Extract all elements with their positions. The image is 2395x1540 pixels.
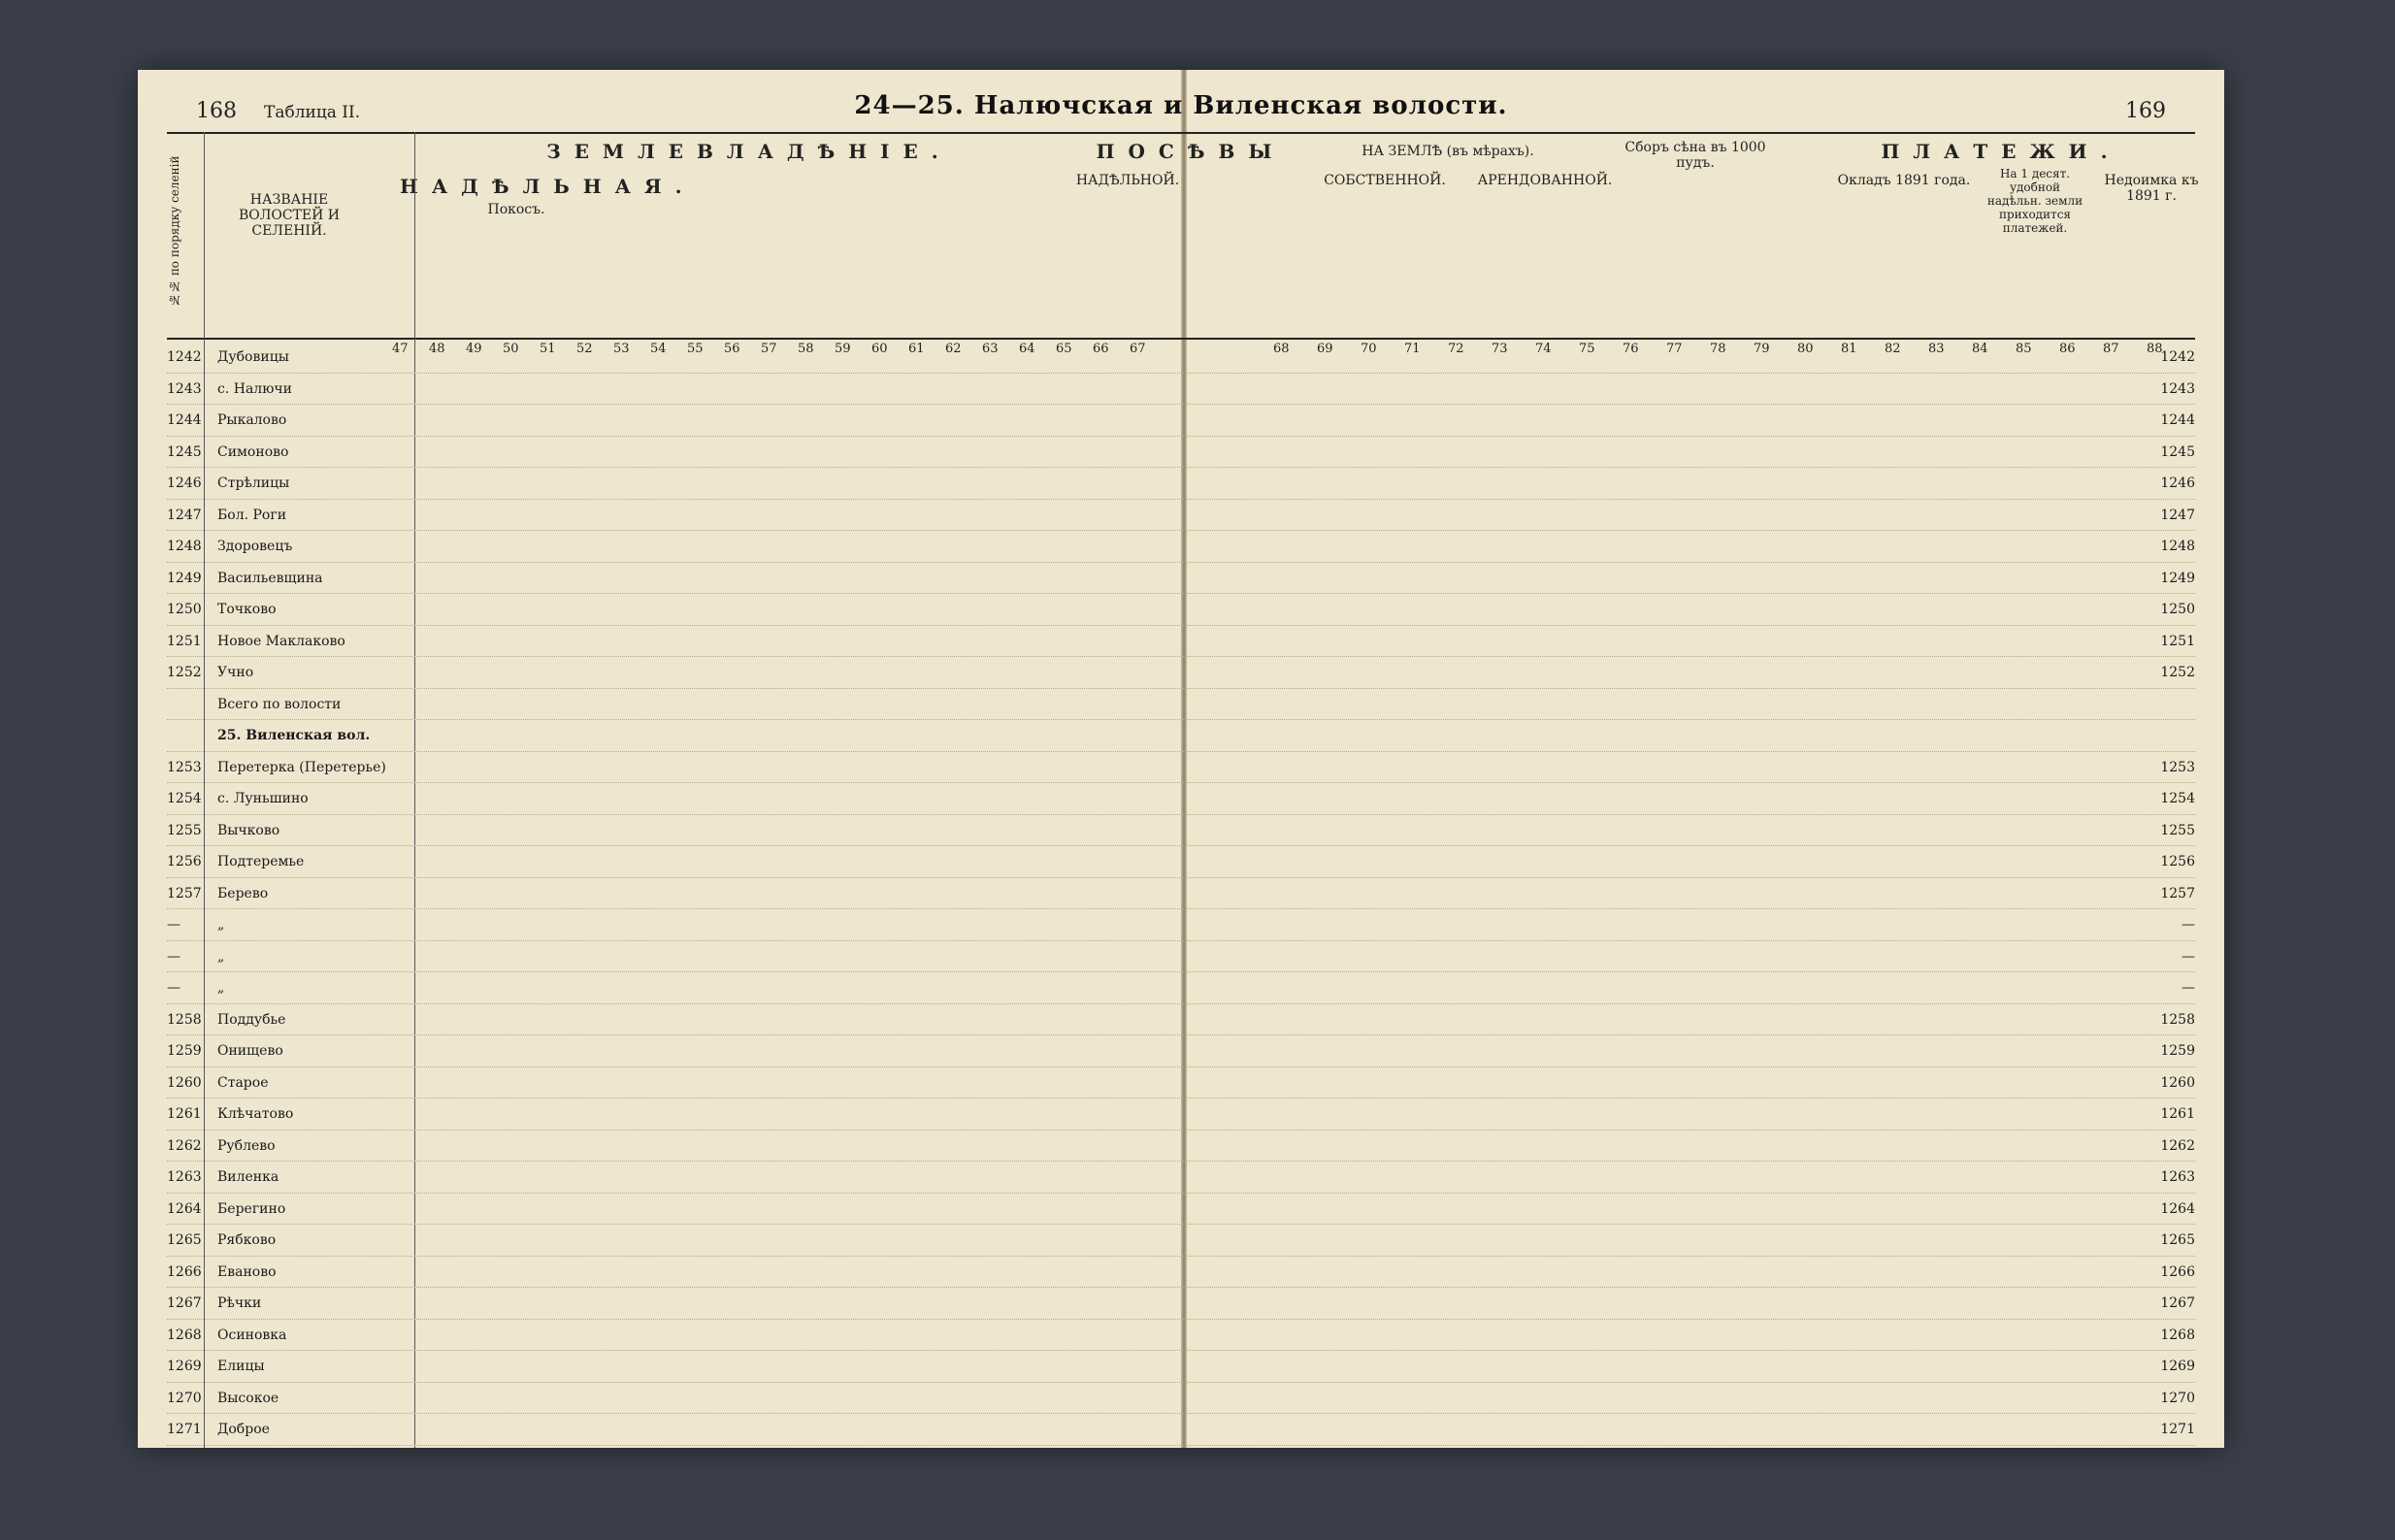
table-row (167, 1383, 2195, 1415)
row-number: 1259 (167, 1043, 202, 1059)
row-number-right: 1259 (2160, 1043, 2195, 1059)
row-number-right: 1269 (2160, 1359, 2195, 1374)
page-heading: 24—25. Налючская и Виленская волости. (854, 91, 1508, 120)
column-number: 83 (1928, 342, 1945, 356)
column-number: 69 (1317, 342, 1333, 356)
column-number: 68 (1273, 342, 1290, 356)
settlement-name: Высокое (217, 1390, 279, 1406)
row-number-right: 1271 (2160, 1422, 2195, 1437)
column-number: 58 (798, 342, 814, 356)
row-number-right: — (2182, 980, 2195, 996)
column-number: 63 (982, 342, 999, 356)
settlement-name: „ (217, 917, 225, 933)
row-number: 1266 (167, 1263, 202, 1280)
row-number-right: 1245 (2160, 443, 2195, 460)
row-number-right: 1264 (2160, 1200, 2195, 1217)
settlement-name: Точково (217, 602, 277, 617)
table-row (167, 1130, 2195, 1163)
column-number: 79 (1754, 342, 1770, 356)
column-number: 77 (1666, 342, 1683, 356)
row-number-right: 1261 (2160, 1106, 2195, 1122)
row-number-right: — (2182, 948, 2195, 965)
row-number: 1261 (167, 1106, 202, 1122)
table-row (167, 783, 2195, 815)
column-number: 86 (2059, 342, 2076, 356)
row-number: 1269 (167, 1359, 202, 1374)
column-number: 55 (687, 342, 704, 356)
table-row (167, 1414, 2195, 1446)
settlement-name: Симоново (217, 443, 289, 460)
settlement-name: с. Налючи (217, 380, 292, 397)
row-number-right: 1262 (2160, 1137, 2195, 1154)
column-number: 52 (576, 342, 593, 356)
column-number: 56 (724, 342, 740, 356)
table-row (167, 1225, 2195, 1257)
row-number: 1253 (167, 759, 202, 775)
settlement-name: „ (217, 980, 225, 996)
row-number: 1267 (167, 1295, 202, 1311)
row-number-right: 1251 (2160, 633, 2195, 649)
row-number-right: 1254 (2160, 791, 2195, 806)
column-number: 61 (908, 342, 925, 356)
header-allotted: НАДѢЛЬНАЯ. (400, 175, 696, 198)
column-number: 51 (540, 342, 556, 356)
column-number: 64 (1019, 342, 1035, 356)
column-number: 88 (2147, 342, 2163, 356)
column-number: 76 (1623, 342, 1639, 356)
table-row (167, 1351, 2195, 1383)
settlement-name: Здоровецъ (217, 539, 293, 554)
row-number-right: 1248 (2160, 539, 2195, 554)
settlement-name: Рыкалово (217, 412, 287, 428)
column-number: 72 (1448, 342, 1464, 356)
row-number: 1254 (167, 791, 202, 806)
settlement-name: Старое (217, 1074, 269, 1091)
row-number: — (167, 917, 180, 933)
row-number: 1263 (167, 1169, 202, 1185)
table-row (167, 1004, 2195, 1036)
row-number-right: 1258 (2160, 1011, 2195, 1028)
header-on-land: НА ЗЕМЛѢ (въ мѣрахъ). (1362, 144, 1534, 159)
settlement-name: Берево (217, 885, 269, 901)
right-page-number: 169 (2125, 99, 2166, 123)
row-number: 1265 (167, 1232, 202, 1248)
row-number-right: 1260 (2160, 1074, 2195, 1091)
header-hay: Сборъ сѣна въ 1000 пудъ. (1624, 140, 1766, 171)
settlement-name: с. Луньшино (217, 791, 309, 806)
row-number-right: 1256 (2160, 854, 2195, 869)
column-number: 50 (503, 342, 519, 356)
settlement-name: Осиновка (217, 1327, 287, 1343)
row-number: 1247 (167, 507, 202, 523)
settlement-name: Перетерка (Перетерье) (217, 759, 386, 775)
table-row (167, 909, 2195, 941)
table-row (167, 437, 2195, 469)
column-number: 80 (1797, 342, 1814, 356)
row-number-right: 1247 (2160, 507, 2195, 523)
row-number-right: 1267 (2160, 1295, 2195, 1311)
row-number-right: 1265 (2160, 1232, 2195, 1248)
column-number: 65 (1056, 342, 1072, 356)
settlement-name: Поддубье (217, 1011, 286, 1028)
table-row (167, 657, 2195, 689)
header-own: СОБСТВЕННОЙ. (1324, 173, 1446, 188)
table-row (167, 1067, 2195, 1099)
table-header (167, 132, 2199, 356)
table-label: Таблица II. (264, 103, 361, 122)
settlement-name: Вычково (217, 822, 280, 838)
row-number: — (167, 980, 180, 996)
settlement-name: Васильевщина (217, 570, 323, 586)
row-number-right: 1266 (2160, 1263, 2195, 1280)
column-number: 57 (761, 342, 777, 356)
table-row (167, 1162, 2195, 1194)
table-row (167, 878, 2195, 910)
header-payments: ПЛАТЕЖИ. (1881, 140, 2121, 163)
table-row (167, 500, 2195, 532)
table-row (167, 594, 2195, 626)
row-number-right: 1253 (2160, 759, 2195, 775)
table-row (167, 468, 2195, 500)
table-row (167, 563, 2195, 595)
row-number-right: 1244 (2160, 412, 2195, 428)
column-number: 78 (1710, 342, 1726, 356)
column-number: 71 (1404, 342, 1421, 356)
row-number: — (167, 948, 180, 965)
table-row (167, 972, 2195, 1004)
column-number: 49 (466, 342, 482, 356)
row-number: 1243 (167, 380, 202, 397)
table-row (167, 1257, 2195, 1289)
settlement-name: Рябково (217, 1232, 277, 1248)
section-title: 25. Виленская вол. (217, 728, 371, 743)
settlement-name: Рублево (217, 1137, 276, 1154)
column-number: 62 (945, 342, 962, 356)
settlement-name: Онищево (217, 1043, 283, 1059)
table-row (167, 720, 2195, 752)
row-number: 1250 (167, 602, 202, 617)
column-number: 81 (1841, 342, 1857, 356)
row-number-right: 1263 (2160, 1169, 2195, 1185)
column-number: 67 (1130, 342, 1146, 356)
settlement-name: Дубовицы (217, 349, 289, 365)
settlement-name: Стрѣлицы (217, 475, 290, 491)
header-rented: АРЕНДОВАННОЙ. (1477, 173, 1613, 188)
row-number-right: 1255 (2160, 822, 2195, 838)
column-number: 53 (613, 342, 630, 356)
column-number: 87 (2103, 342, 2119, 356)
column-number: 82 (1885, 342, 1901, 356)
header-sowing: ПОСѢВЫ (1096, 140, 1286, 163)
row-number: 1248 (167, 539, 202, 554)
row-number: 1245 (167, 443, 202, 460)
header-arrears: Недоимка къ 1891 г. (2104, 173, 2199, 204)
row-number: 1257 (167, 885, 202, 901)
row-number: 1251 (167, 633, 202, 649)
column-number: 60 (871, 342, 888, 356)
table-row (167, 1098, 2195, 1130)
settlement-name: Бол. Роги (217, 507, 287, 523)
row-number: 1258 (167, 1011, 202, 1028)
table-row (167, 405, 2195, 437)
row-number: 1256 (167, 854, 202, 869)
column-number: 47 (392, 342, 409, 356)
row-number: 1249 (167, 570, 202, 586)
table-row (167, 374, 2195, 406)
settlement-name: Виленка (217, 1169, 279, 1185)
table-row (167, 846, 2195, 878)
row-number-right: 1243 (2160, 380, 2195, 397)
table-body (167, 342, 2195, 1446)
header-mowing: Покосъ. (487, 202, 545, 217)
row-number: 1252 (167, 665, 202, 680)
row-number-right: 1270 (2160, 1390, 2195, 1406)
settlement-name: Еваново (217, 1263, 277, 1280)
column-number: 54 (650, 342, 667, 356)
table-row (167, 752, 2195, 784)
table-row (167, 1035, 2195, 1067)
table-row (167, 626, 2195, 658)
settlement-name: Учно (217, 665, 254, 680)
settlement-name: Всего по волости (217, 696, 342, 712)
row-number-right: 1268 (2160, 1327, 2195, 1343)
table-row (167, 342, 2195, 374)
column-number: 85 (2016, 342, 2032, 356)
header-sowing-allotted: НАДѢЛЬНОЙ. (1075, 173, 1180, 188)
header-name: НАЗВАНІЕ ВОЛОСТЕЙ И СЕЛЕНІЙ. (238, 192, 341, 239)
left-page-number: 168 (196, 99, 237, 123)
settlement-name: Рѣчки (217, 1295, 262, 1311)
table-row (167, 531, 2195, 563)
column-number: 74 (1535, 342, 1552, 356)
table-row (167, 815, 2195, 847)
table-row (167, 941, 2195, 973)
column-number: 73 (1492, 342, 1508, 356)
row-number: 1271 (167, 1422, 202, 1437)
settlement-name: Новое Маклаково (217, 633, 345, 649)
row-number: 1246 (167, 475, 202, 491)
table-row (167, 1320, 2195, 1352)
row-number-right: 1252 (2160, 665, 2195, 680)
row-number-right: 1250 (2160, 602, 2195, 617)
column-number: 66 (1093, 342, 1109, 356)
row-number-right: 1242 (2160, 349, 2195, 365)
column-number: 48 (429, 342, 445, 356)
settlement-name: „ (217, 948, 225, 965)
column-number: 84 (1972, 342, 1988, 356)
settlement-name: Подтеремье (217, 854, 305, 869)
row-number: 1244 (167, 412, 202, 428)
settlement-name: Клѣчатово (217, 1106, 294, 1122)
header-land: ЗЕМЛЕВЛАДѢНІЕ. (546, 140, 952, 163)
row-number: 1242 (167, 349, 202, 365)
settlement-name: Берегино (217, 1200, 286, 1217)
table-row (167, 1288, 2195, 1320)
column-number: 75 (1579, 342, 1595, 356)
settlement-name: Доброе (217, 1422, 270, 1437)
settlement-name: Елицы (217, 1359, 265, 1374)
row-number: 1270 (167, 1390, 202, 1406)
column-number: 70 (1361, 342, 1377, 356)
table-row (167, 689, 2195, 721)
row-number: 1262 (167, 1137, 202, 1154)
row-number-right: 1257 (2160, 885, 2195, 901)
row-number: 1260 (167, 1074, 202, 1091)
column-number: 59 (835, 342, 851, 356)
row-number-right: — (2182, 917, 2195, 933)
header-per-desyatina: На 1 десят. удобной надѣльн. земли приходится платежей. (1986, 167, 2083, 235)
row-number: 1255 (167, 822, 202, 838)
row-number: 1268 (167, 1327, 202, 1343)
row-number: 1264 (167, 1200, 202, 1217)
table-row (167, 1194, 2195, 1226)
row-number-right: 1246 (2160, 475, 2195, 491)
row-number-right: 1249 (2160, 570, 2195, 586)
header-row-no: №№ по порядку селеній (168, 155, 181, 307)
header-salary: Окладъ 1891 года. (1837, 173, 1971, 188)
book-spread (138, 70, 2224, 1448)
